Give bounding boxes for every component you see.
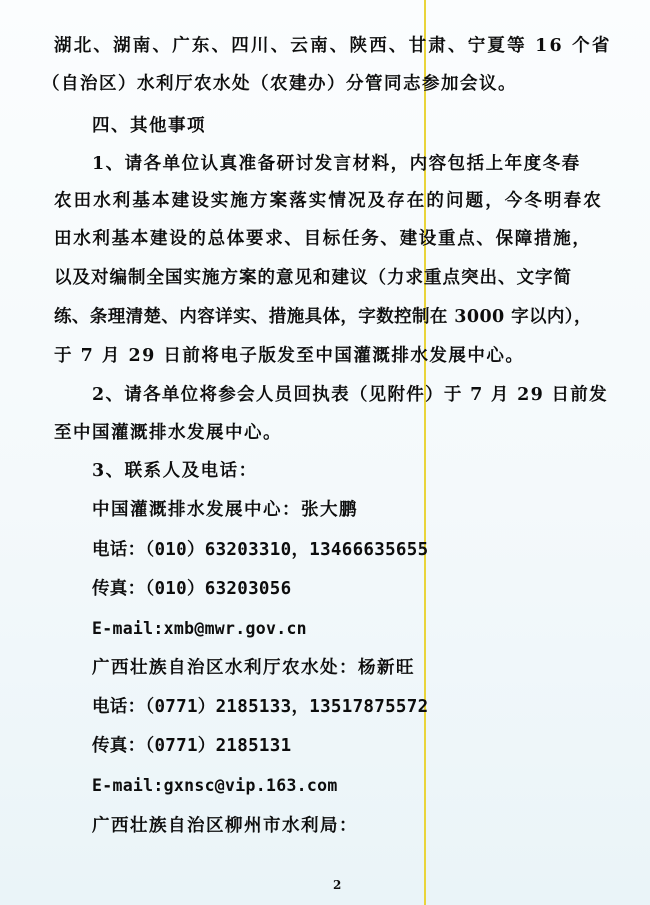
item-2-paragraph-line-2: 至中国灌溉排水发展中心。 (54, 423, 282, 443)
section-heading-other-matters: 四、其他事项 (92, 116, 206, 136)
item-1-paragraph-line-3: 田水利基本建设的总体要求、目标任务、建设重点、保障措施， (54, 229, 592, 249)
contact-2-phone: 电话：（0771）2185133，13517875572 (92, 697, 429, 717)
item-1-paragraph-line-2: 农田水利基本建设实施方案落实情况及存在的问题，今冬明春农 (54, 191, 603, 211)
contact-org-3: 广西壮族自治区柳州市水利局： (92, 816, 358, 836)
contact-org-1: 中国灌溉排水发展中心：张大鹏 (92, 500, 358, 520)
item-1-paragraph-line-1: 1、请各单位认真准备研讨发言材料，内容包括上年度冬春 (92, 154, 581, 174)
scan-fold-line (424, 0, 426, 905)
contact-1-fax: 传真：（010）63203056 (92, 579, 292, 599)
item-1-paragraph-line-5: 练、条理清楚、内容详实、措施具体，字数控制在 3000 字以内）， (54, 307, 592, 327)
contact-2-email: E-mail:gxnsc@vip.163.com (92, 776, 338, 795)
contact-1-phone: 电话：（010）63203310，13466635655 (92, 540, 429, 560)
text-line-2: （自治区）水利厅农水处（农建办）分管同志参加会议。 (42, 74, 517, 94)
contact-2-fax: 传真：（0771）2185131 (92, 736, 292, 756)
item-3-heading: 3、联系人及电话： (92, 461, 258, 481)
item-2-paragraph-line-1: 2、请各单位将参会人员回执表（见附件）于 7 月 29 日前发 (92, 385, 608, 405)
contact-org-2: 广西壮族自治区水利厅农水处：杨新旺 (92, 658, 415, 678)
text-line-1: 湖北、湖南、广东、四川、云南、陕西、甘肃、宁夏等 16 个省 (54, 36, 612, 56)
item-1-paragraph-line-6: 于 7 月 29 日前将电子版发至中国灌溉排水发展中心。 (54, 346, 525, 366)
contact-1-email: E-mail:xmb@mwr.gov.cn (92, 619, 307, 638)
page-number: 2 (333, 878, 342, 892)
item-1-paragraph-line-4: 以及对编制全国实施方案的意见和建议（力求重点突出、文字简 (54, 268, 572, 288)
